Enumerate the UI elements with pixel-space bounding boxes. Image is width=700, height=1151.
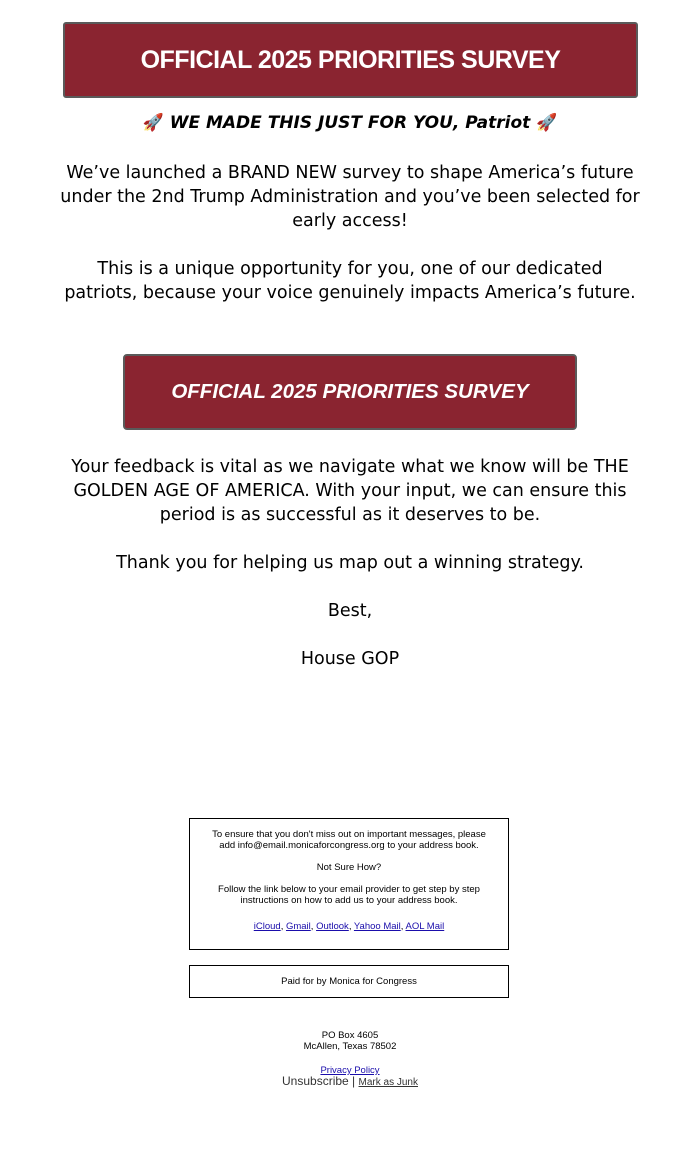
address-book-box [189, 818, 509, 950]
separator: | [348, 1074, 359, 1088]
rocket-icon: 🚀 [536, 113, 558, 133]
rocket-icon: 🚀 [142, 113, 164, 133]
unsubscribe-link[interactable]: Unsubscribe [282, 1074, 349, 1088]
address-book-intro: To ensure that you don't miss out on important messages, please add info@email.monicaforcongress.org to your address book. [212, 829, 486, 851]
aol-mail-link[interactable]: AOL Mail [405, 921, 445, 932]
paid-for-box [189, 965, 509, 998]
intro-paragraph: We’ve launched a BRAND NEW survey to shape America’s future under the 2nd Trump Administration and you’ve been selected for early access! [60, 163, 640, 231]
email-provider-links: iCloud, Gmail, Outlook, Yahoo Mail, AOL Mail [253, 921, 445, 932]
po-box: PO Box 4605 [321, 1030, 379, 1041]
outlook-link[interactable]: Outlook [316, 921, 349, 932]
gmail-link[interactable]: Gmail [285, 921, 311, 932]
footer-address [0, 1030, 700, 1052]
city-zip: McAllen, Texas 78502 [303, 1041, 397, 1052]
not-sure-how: Not Sure How? [316, 862, 382, 873]
follow-instructions: Follow the link below to your email provider to get step by step instructions on how to add us to your address book. [218, 884, 480, 906]
footer-links [0, 1065, 700, 1088]
tagline [0, 113, 700, 133]
tagline-text: WE MADE THIS JUST FOR YOU, Patriot [163, 113, 537, 133]
opportunity-paragraph: This is a unique opportunity for you, one of our dedicated patriots, because your voice genuinely impacts America’s future. [64, 259, 636, 303]
thanks-paragraph: Thank you for helping us map out a winning strategy. [116, 553, 584, 573]
yahoo-mail-link[interactable]: Yahoo Mail [353, 921, 401, 932]
mark-as-junk-link[interactable]: Mark as Junk [358, 1077, 418, 1088]
closing-text: Best, [327, 601, 373, 621]
paid-for-text: Paid for by Monica for Congress [281, 976, 417, 987]
top-survey-button[interactable]: OFFICIAL 2025 PRIORITIES SURVEY [63, 22, 638, 98]
mid-survey-button[interactable]: OFFICIAL 2025 PRIORITIES SURVEY [123, 354, 577, 430]
privacy-policy-link[interactable]: Privacy Policy [320, 1065, 380, 1076]
signature: House GOP [300, 649, 400, 669]
feedback-paragraph: Your feedback is vital as we navigate what we know will be THE GOLDEN AGE OF AMERICA. With your input, we can ensure this period is as successful as it deserves to be. [71, 457, 629, 525]
icloud-link[interactable]: iCloud [253, 921, 281, 932]
